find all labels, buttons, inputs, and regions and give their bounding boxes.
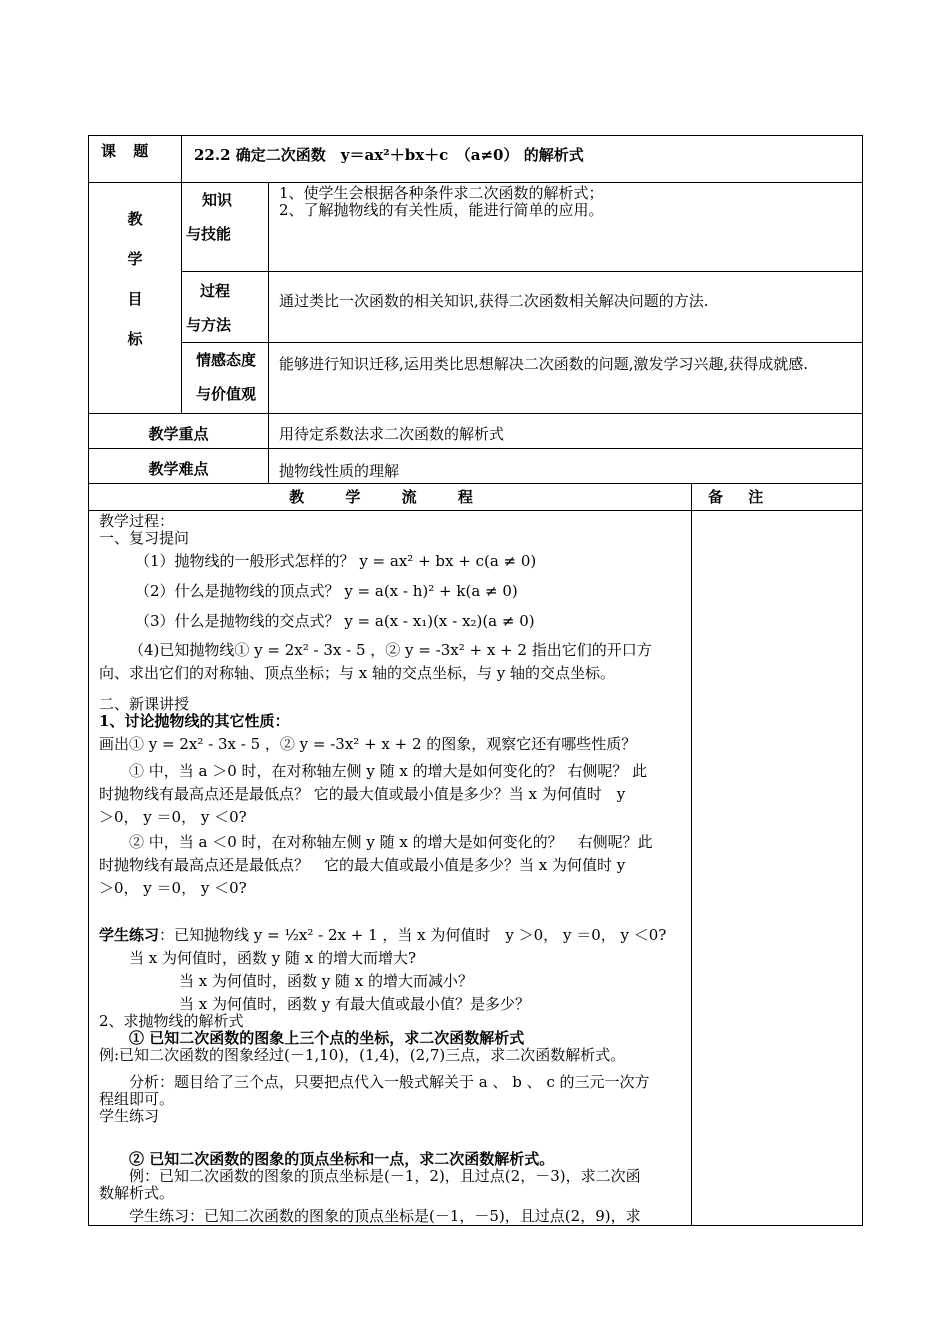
process-label-2: 与方法: [186, 316, 232, 334]
flow-line: 教学过程：: [99, 512, 175, 530]
objectives-char: 标: [127, 330, 143, 348]
objectives-char: 目: [127, 290, 143, 308]
process-text: 通过类比一次函数的相关知识,获得二次函数相关解决问题的方法.: [269, 272, 863, 343]
flow-line: ① 已知二次函数的图象上三个点的坐标，求二次函数解析式: [129, 1029, 525, 1047]
flow-line: 画出① y = 2x² - 3x - 5 ，② y = -3x² + x + 2 的图象，观察它还有哪些性质？: [99, 735, 637, 753]
flow-line: 程组即可。: [99, 1090, 175, 1108]
flow-line: 向、求出它们的对称轴、顶点坐标；与 x 轴的交点坐标，与 y 轴的交点坐标。: [99, 664, 616, 682]
flow-line: 当 x 为何值时，函数 y 随 x 的增大而减小？: [179, 972, 474, 990]
knowledge-label: [182, 183, 269, 272]
flow-line: 分析：题目给了三个点，只要把点代入一般式解关于 a 、 b 、 c 的三元一次方: [129, 1073, 650, 1091]
flow-line: ＞0， y ＝0， y ＜0?: [99, 879, 247, 897]
flow-line: 2、求抛物线的解析式: [99, 1012, 244, 1030]
flow-line: （2）什么是抛物线的顶点式？ y = a(x - h)² + k(a ≠ 0): [135, 582, 518, 600]
lesson-plan: [88, 135, 862, 1226]
objectives-label: [89, 183, 182, 414]
flow-line: 学生练习：已知二次函数的图象的顶点坐标是(－1，－5)，且过点(2，9)，求: [129, 1207, 641, 1225]
flow-line: [99, 927, 685, 944]
process-label: [182, 272, 269, 343]
flow-heading: 教 学 流 程: [89, 484, 692, 511]
flow-line: ② 中，当 a ＜0 时，在对称轴左侧 y 随 x 的增大是如何变化的？ 右侧呢？此: [129, 833, 653, 851]
emotion-label-2: 与价值观: [196, 385, 257, 403]
objectives-char: 教: [127, 210, 143, 228]
knowledge-line-1: 1、使学生会根据各种条件求二次函数的解析式；: [279, 184, 604, 202]
flow-line: 数解析式。: [99, 1184, 175, 1202]
flow-line: （4)已知抛物线① y = 2x² - 3x - 5 ，② y = -3x² + x + 2 指出它们的开口方: [129, 641, 652, 659]
notes-column: [692, 511, 863, 1226]
flow-line: 当 x 为何值时，函数 y 有最大值或最小值？是多少？: [179, 995, 531, 1013]
flow-line: 例：已知二次函数的图象的顶点坐标是(－1，2)，且过点(2，－3)，求二次函: [129, 1167, 641, 1185]
key-point-text: 用待定系数法求二次函数的解析式: [269, 414, 863, 449]
knowledge-line-2: 2、了解抛物线的有关性质，能进行简单的应用。: [279, 201, 604, 219]
knowledge-label-1: 知识: [202, 191, 233, 209]
flow-line: ② 已知二次函数的图象的顶点坐标和一点，求二次函数解析式。: [129, 1150, 555, 1168]
emotion-label: [182, 343, 269, 414]
difficulty-text: 抛物线性质的理解: [269, 449, 863, 484]
difficulty-label: 教学难点: [89, 449, 269, 484]
flow-line: 当 x 为何值时，函数 y 随 x 的增大而增大?: [129, 949, 417, 967]
notes-heading: 备 注: [692, 484, 863, 511]
flow-line: 二、新课讲授: [99, 695, 190, 713]
topic-label: 课 题: [89, 136, 182, 183]
objectives-char: 学: [127, 250, 143, 268]
practice-text: ：已知抛物线 y = ½x² - 2x + 1 ，当 x 为何值时 y ＞0， y ＝0， y ＜0?: [159, 926, 667, 944]
flow-line: ① 中，当 a ＞0 时，在对称轴左侧 y 随 x 的增大是如何变化的？ 右侧呢？ 此: [129, 762, 648, 780]
flow-line: ＞0， y ＝0， y ＜0?: [99, 808, 247, 826]
process-label-1: 过程: [200, 282, 231, 300]
lesson-title: 22.2 确定二次函数 y＝ax²＋bx＋c （a≠0） 的解析式: [182, 136, 863, 183]
knowledge-text: [269, 183, 863, 272]
flow-line: 1、讨论抛物线的其它性质：: [99, 712, 290, 730]
flow-line: 例:已知二次函数的图象经过(－1,10)，(1,4)，(2,7)三点，求二次函数解析式。: [99, 1046, 626, 1064]
flow-line: （1）抛物线的一般形式怎样的？ y = ax² + bx + c(a ≠ 0): [135, 552, 537, 570]
flow-line: 学生练习: [99, 1107, 160, 1125]
flow-line: 时抛物线有最高点还是最低点？ 它的最大值或最小值是多少？当 x 为何值时 y: [99, 785, 626, 803]
emotion-text: 能够进行知识迁移,运用类比思想解决二次函数的问题,激发学习兴趣,获得成就感.: [269, 343, 863, 414]
practice-label: 学生练习: [99, 926, 160, 944]
emotion-label-1: 情感态度: [196, 351, 257, 369]
flow-line: （3）什么是抛物线的交点式？ y = a(x - x₁)(x - x₂)(a ≠ 0): [135, 612, 535, 630]
flow-content: [89, 511, 692, 1226]
knowledge-label-2: 与技能: [186, 225, 232, 243]
key-point-label: 教学重点: [89, 414, 269, 449]
flow-line: 时抛物线有最高点还是最低点？ 它的最大值或最小值是多少？当 x 为何值时 y: [99, 856, 626, 874]
lesson-plan-table: [88, 135, 863, 1226]
flow-line: 一、复习提问: [99, 529, 190, 547]
